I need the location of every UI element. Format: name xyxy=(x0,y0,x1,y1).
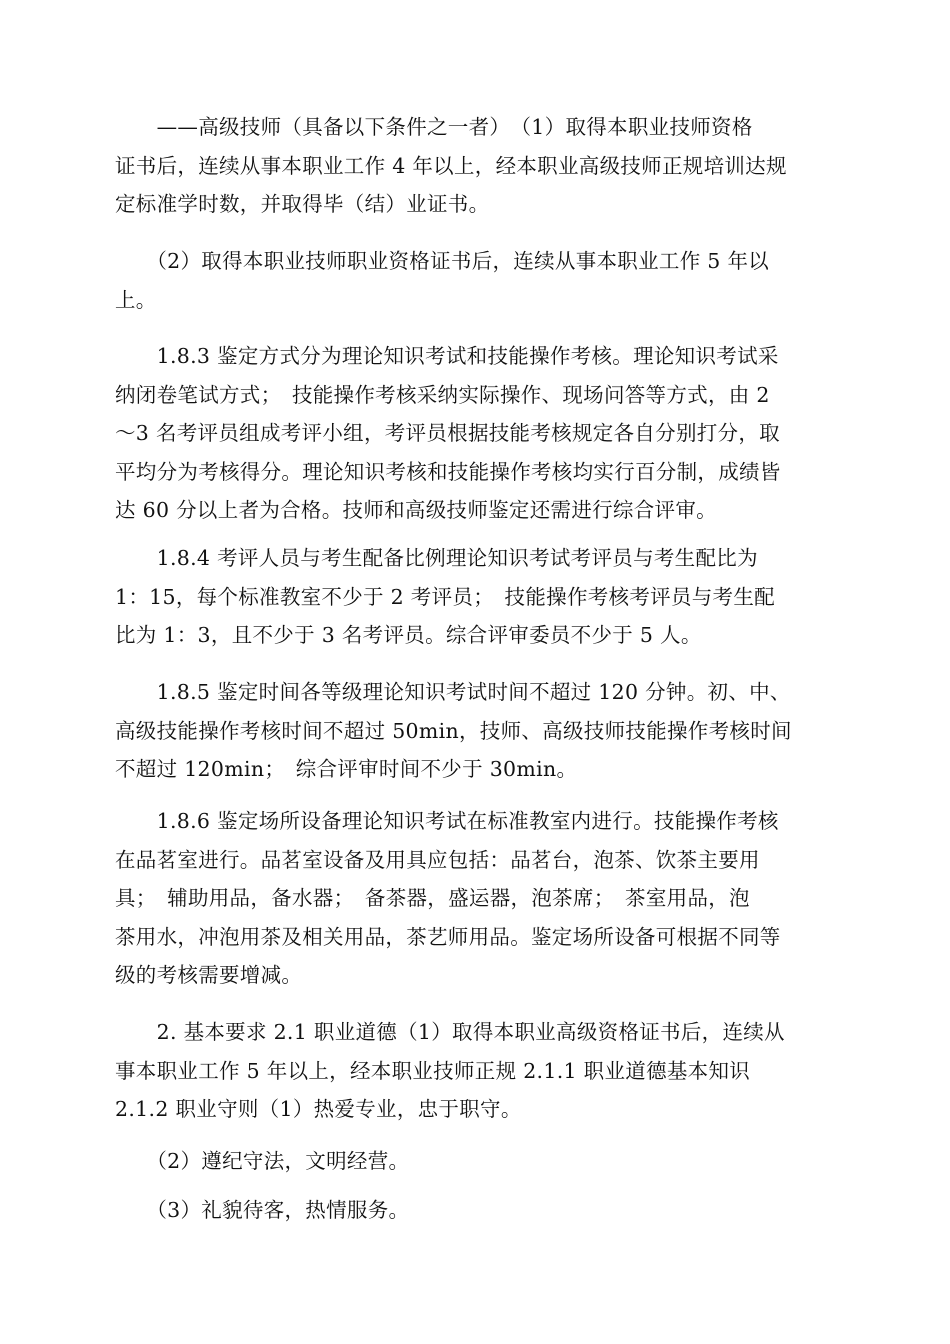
paragraph-1-8-6-venue-equipment xyxy=(115,802,835,995)
text-line: 2. 基本要求 2.1 职业道德（1）取得本职业高级资格证书后，连续从 xyxy=(115,1020,785,1044)
paragraph-rule-2 xyxy=(115,1142,835,1181)
paragraph-1-8-3-assessment-method xyxy=(115,337,835,530)
text-line: 比为 1：3，且不少于 3 名考评员。综合评审委员不少于 5 人。 xyxy=(115,623,702,647)
paragraph-1-8-4-examiner-ratio xyxy=(115,539,835,655)
text-line: 上。 xyxy=(115,287,157,312)
text-line: 高级技能操作考核时间不超过 50min，技师、高级技师技能操作考核时间 xyxy=(115,718,792,743)
text-line: 不超过 120min； 综合评审时间不少于 30min。 xyxy=(115,757,578,781)
paragraph-advanced-technician-conditions xyxy=(115,108,835,224)
text-line: 1：15，每个标准教室不少于 2 考评员； 技能操作考核考评员与考生配 xyxy=(115,584,775,609)
text-line: 1.8.3 鉴定方式分为理论知识考试和技能操作考核。理论知识考试采 xyxy=(115,344,779,368)
paragraph-rule-3 xyxy=(115,1191,835,1230)
text-line: 在品茗室进行。品茗室设备及用具应包括：品茗台，泡茶、饮茶主要用 xyxy=(115,847,760,872)
text-line: 具； 辅助用品，备水器； 备茶器，盛运器，泡茶席； 茶室用品，泡 xyxy=(115,886,750,910)
paragraph-2-basic-requirements xyxy=(115,1013,835,1129)
text-line: 1.8.5 鉴定时间各等级理论知识考试时间不超过 120 分钟。初、中、 xyxy=(115,680,791,704)
text-line: （2）遵纪守法，文明经营。 xyxy=(115,1149,410,1173)
text-line: 达 60 分以上者为合格。技师和高级技师鉴定还需进行综合评审。 xyxy=(115,498,717,522)
text-line: 证书后，连续从事本职业工作 4 年以上，经本职业高级技师正规培训达规 xyxy=(115,153,787,178)
text-line: 事本职业工作 5 年以上，经本职业技师正规 2.1.1 职业道德基本知识 xyxy=(115,1058,751,1083)
text-line: 1.8.6 鉴定场所设备理论知识考试在标准教室内进行。技能操作考核 xyxy=(115,809,779,833)
text-line: （3）礼貌待客，热情服务。 xyxy=(115,1198,410,1222)
text-line: 1.8.4 考评人员与考生配备比例理论知识考试考评员与考生配比为 xyxy=(115,546,758,570)
paragraph-condition-2 xyxy=(115,242,835,319)
text-line: （2）取得本职业技师职业资格证书后，连续从事本职业工作 5 年以 xyxy=(115,249,770,273)
text-line: 纳闭卷笔试方式； 技能操作考核采纳实际操作、现场问答等方式，由 2 xyxy=(115,382,770,407)
text-line: 茶用水，冲泡用茶及相关用品，茶艺师用品。鉴定场所设备可根据不同等 xyxy=(115,924,781,949)
text-line: 平均分为考核得分。理论知识考核和技能操作考核均实行百分制，成绩皆 xyxy=(115,459,781,484)
text-line: ～3 名考评员组成考评小组，考评员根据技能考核规定各自分别打分，取 xyxy=(115,421,780,445)
text-line: 定标准学时数，并取得毕（结）业证书。 xyxy=(115,192,490,216)
text-line: 2.1.2 职业守则（1）热爱专业，忠于职守。 xyxy=(115,1097,522,1121)
text-line: 级的考核需要增减。 xyxy=(115,963,303,987)
paragraph-1-8-5-assessment-time xyxy=(115,673,835,789)
text-line: ——高级技师（具备以下条件之一者） （1）取得本职业技师资格 xyxy=(115,115,753,139)
